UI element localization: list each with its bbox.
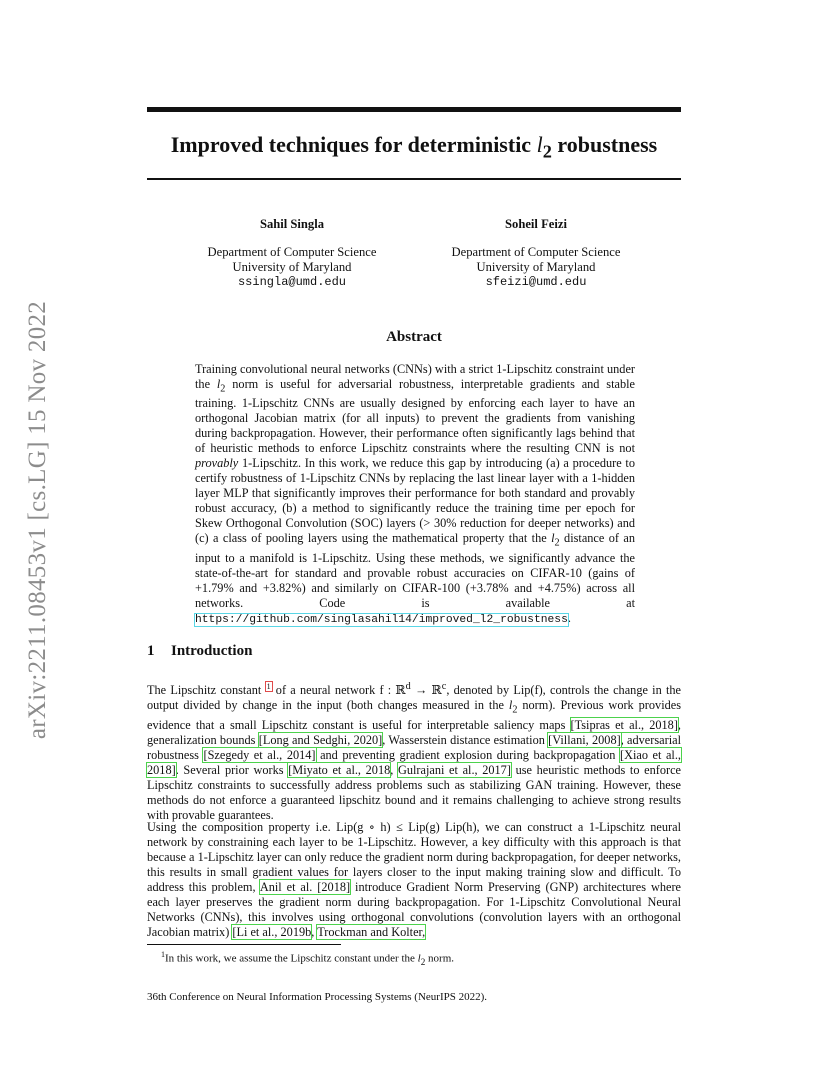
- math-l: l: [216, 377, 221, 391]
- math-superscript: c: [441, 681, 447, 692]
- paragraph-text: , adversarial robustness: [147, 732, 681, 762]
- author-email: sfeizi@umd.edu: [485, 275, 587, 289]
- author-department: Department of Computer Science: [207, 245, 377, 259]
- abstract-text: Training convolutional neural networks (CNNs) with a strict 1-Lipschitz constraint under the: [195, 362, 635, 391]
- paragraph-text: The Lipschitz constant: [147, 683, 262, 698]
- footnote-text: In this work, we assume the Lipschitz constant under the: [165, 952, 418, 965]
- footnote-text: norm.: [425, 952, 455, 965]
- footnote-marker: 1: [161, 950, 165, 959]
- paragraph-text: use heuristic methods to enforce Lipschitz constraints to successfully address problems such as stabilizing GAN training. However, these methods do not enforce a guaranteed lipschitz bound and it remains challenging to achieve strong results with provable guarantees.: [147, 762, 681, 822]
- paragraph-text: , generalization bounds: [147, 717, 681, 747]
- intro-paragraph-2: [147, 820, 681, 940]
- math-superscript: d: [405, 681, 411, 692]
- arxiv-identifier: [18, 280, 58, 760]
- paragraph-text: , Wasserstein distance estimation: [382, 732, 549, 747]
- footnote-link[interactable]: 1: [266, 682, 271, 691]
- abstract-text: 1-Lipschitz. In this work, we reduce this gap by introducing (a) a procedure to certify robustness of 1-Lipschitz CNNs by replacing the last linear layer with a 1-hidden layer MLP that significantly improves their performance for both standard and provably robust accuracy, (b) a method to significantly reduce the training time per epoch for Skew Orthogonal Convolution (SOC) layers (> 30% reduction for deeper networks) and (c) a class of pooling layers using the mathematical property that the: [195, 456, 635, 546]
- abstract-text: .: [567, 610, 571, 625]
- paragraph-text: → ℝ: [410, 683, 442, 698]
- citation-link[interactable]: Gulrajani et al., 2017]: [397, 762, 511, 777]
- section-title: Introduction: [171, 643, 253, 659]
- paragraph-text: introduce Gradient Norm Preserving (GNP) architectures where each layer preserves the gradient norm during backpropagation. For 1-Lipschitz Convolutional Neural Networks (CNNs), this involves using orthogonal convolutions (convolution layers with an orthogonal Jacobian matrix): [147, 880, 681, 939]
- author-block-1: [172, 217, 412, 290]
- section-heading: [147, 643, 252, 660]
- section-number: 1: [147, 643, 155, 659]
- title-top-rule: [147, 107, 681, 112]
- citation-link[interactable]: Anil et al. [2018]: [259, 880, 351, 894]
- arxiv-id-text: arXiv:2211.08453v1 [cs.LG] 15 Nov 2022: [24, 300, 51, 740]
- footnote: [161, 950, 454, 967]
- code-repository-link[interactable]: https://github.com/singlasahil14/improved_l2_robustness: [195, 613, 568, 626]
- title-math-sub: 2: [542, 141, 552, 162]
- math-sub: 2: [512, 704, 518, 716]
- author-department: Department of Computer Science: [451, 245, 621, 259]
- math-l: l: [417, 952, 421, 965]
- citation-link[interactable]: [Szegedy et al., 2014]: [203, 747, 316, 762]
- math-sub: 2: [554, 537, 560, 549]
- author-name: Sahil Singla: [259, 217, 325, 231]
- title-math-l: l: [536, 132, 543, 157]
- conference-note: 36th Conference on Neural Information Processing Systems (NeurIPS 2022).: [147, 991, 488, 1003]
- math-sub: 2: [420, 956, 426, 967]
- math-sub: 2: [220, 383, 226, 395]
- paragraph-text: norm). Previous work provides evidence that a small Lipschitz constant is useful for interpretable saliency maps: [147, 698, 681, 732]
- abstract-text: norm is useful for adversarial robustness, interpretable gradients and stable training. 1-Lipschitz CNNs are usually designed by enforcing each layer to have an orthogonal Jacobian matrix (for all inputs) to prevent the gradients from vanishing during backpropagation. However, their performance often significantly lags behind that of heuristic methods to enforce Lipschitz constraints where the resulting CNN is not: [195, 377, 635, 456]
- abstract-text: distance of an input to a manifold is 1-Lipschitz. Using these methods, we significantly advance the state-of-the-art for standard and provable robust accuracies on CIFAR-10 (gains of +1.79% and +3.82%) and similarly on CIFAR-100 (+3.78% and +4.75%) across all networks. Code is available at: [195, 531, 635, 610]
- author-university: University of Maryland: [232, 260, 352, 274]
- citation-link[interactable]: [Tsipras et al., 2018]: [570, 717, 678, 732]
- citation-link[interactable]: [Li et al., 2019b: [232, 925, 312, 939]
- citation-link[interactable]: [Miyato et al., 2018: [288, 762, 391, 777]
- citation-link[interactable]: [Xiao et al., 2018]: [147, 747, 681, 777]
- paragraph-text: and preventing gradient explosion during backpropagation: [315, 747, 620, 762]
- abstract-body: [195, 362, 635, 628]
- abstract-emphasis: provably: [195, 456, 239, 471]
- paragraph-text: Using the composition property i.e. Lip(g ∘ h) ≤ Lip(g) Lip(h), we can construct a 1-Lipschitz neural network by constraining each layer to be 1-Lipschitz. However, a key difficulty with this approach is that because a 1-Lipschitz layer can only reduce the gradient norm during backpropagation, for deeper networks, this results in small gradient values for layers closer to the input making training slow and difficult. To address this problem,: [147, 820, 681, 894]
- intro-paragraph-1: [147, 679, 681, 823]
- paragraph-text: , denoted by Lip(f), controls the change in the output divided by change in the input (both changes measured in the: [147, 683, 681, 713]
- author-university: University of Maryland: [476, 260, 596, 274]
- author-name: Soheil Feizi: [505, 217, 567, 231]
- math-l: l: [508, 698, 513, 713]
- citation-link[interactable]: [Villani, 2008]: [548, 732, 621, 747]
- paragraph-text: ,: [390, 762, 398, 777]
- math-l: l: [551, 531, 555, 546]
- abstract-heading: Abstract: [386, 329, 442, 345]
- paragraph-text: of a neural network f : ℝ: [271, 683, 406, 698]
- author-block-2: [416, 217, 656, 290]
- paragraph-text: ,: [311, 925, 318, 939]
- paragraph-text: . Several prior works: [175, 762, 289, 777]
- footnote-separator: [147, 944, 341, 945]
- title-suffix: robustness: [551, 132, 658, 157]
- title-prefix: Improved techniques for deterministic: [170, 132, 537, 157]
- title-bottom-rule: [147, 178, 681, 180]
- citation-link[interactable]: Trockman and Kolter,: [317, 925, 426, 939]
- author-email: ssingla@umd.edu: [237, 275, 347, 289]
- paper-title: [147, 127, 681, 169]
- citation-link[interactable]: [Long and Sedghi, 2020]: [258, 732, 383, 747]
